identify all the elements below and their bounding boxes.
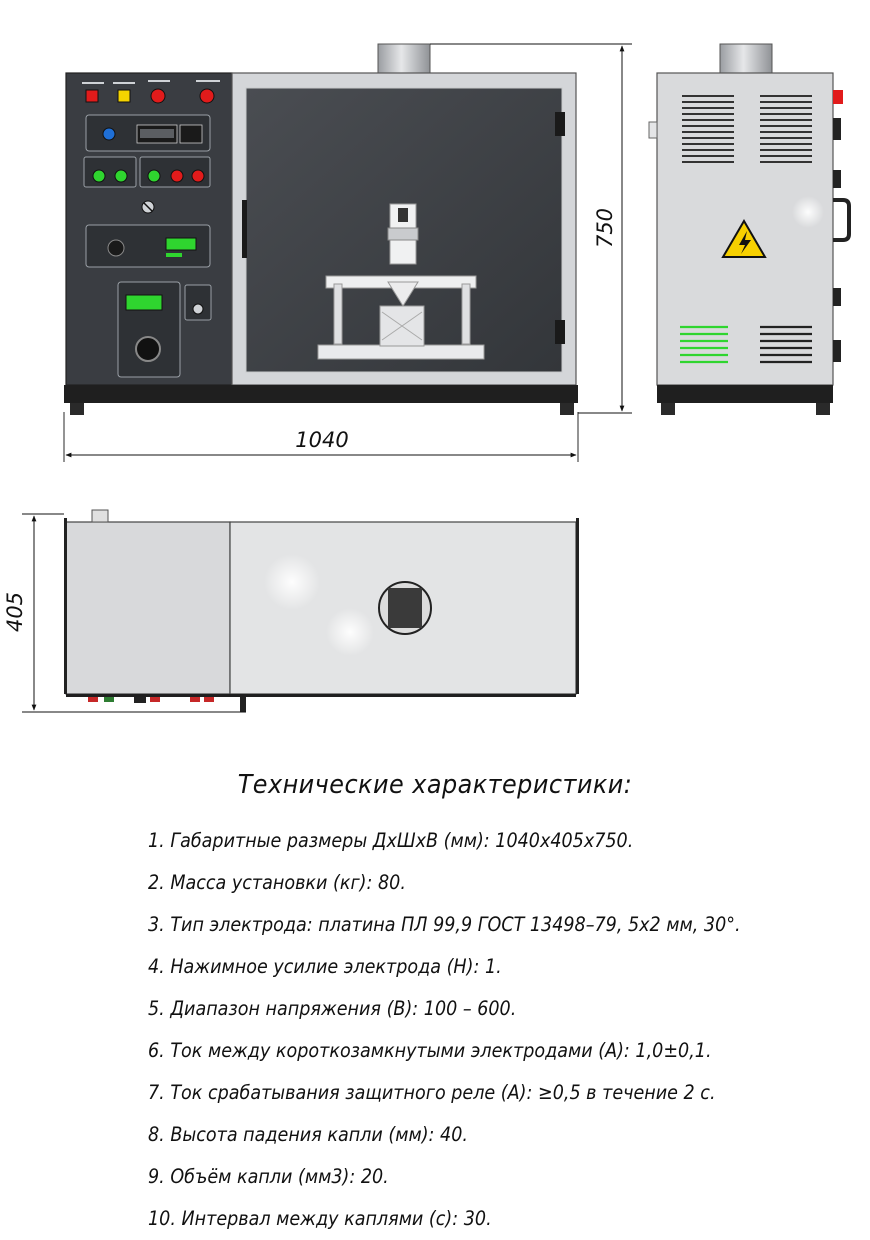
side-base bbox=[657, 385, 833, 403]
width-value: 1040 bbox=[295, 428, 349, 452]
side-view bbox=[649, 44, 849, 415]
spec-item: 10. Интервал между каплями (с): 30. bbox=[148, 1207, 492, 1230]
specs-list bbox=[148, 820, 806, 1240]
spec-item: 5. Диапазон напряжения (В): 100 – 600. bbox=[148, 997, 517, 1020]
spec-item: 3. Тип электрода: платина ПЛ 99,9 ГОСТ 13498–79, 5х2 мм, 30°. bbox=[148, 913, 741, 936]
voltage-block bbox=[86, 225, 210, 267]
spec-item: 4. Нажимное усилие электрода (Н): 1. bbox=[148, 955, 502, 978]
hinge-top bbox=[555, 112, 565, 136]
spec-item: 6. Ток между короткозамкнутыми электродами (А): 1,0±0,1. bbox=[148, 1039, 712, 1062]
spec-item: 8. Высота падения капли (мм): 40. bbox=[148, 1123, 468, 1146]
front-view bbox=[64, 44, 578, 415]
chimney bbox=[378, 44, 430, 76]
specs-title: Технические характеристики: bbox=[237, 770, 633, 800]
top-panel bbox=[66, 522, 230, 694]
top-view-knobs bbox=[66, 694, 576, 712]
top-view bbox=[64, 510, 579, 712]
spec-item: 2. Масса установки (кг): 80. bbox=[148, 871, 406, 894]
spec-item: 9. Объём капли (мм3): 20. bbox=[148, 1165, 389, 1188]
spec-item: 7. Ток срабатывания защитного реле (А): ≥0,5 в течение 2 с. bbox=[148, 1081, 716, 1104]
spec-item: 1. Габаритные размеры ДхШхВ (мм): 1040х405х750. bbox=[148, 829, 634, 852]
door-handle bbox=[242, 200, 247, 258]
timer-block bbox=[86, 115, 210, 151]
technical-specifications bbox=[0, 770, 870, 1230]
hinge-bottom bbox=[555, 320, 565, 344]
height-value: 750 bbox=[593, 207, 617, 249]
depth-value: 405 bbox=[3, 591, 27, 633]
side-chimney bbox=[720, 44, 772, 76]
width-dimension bbox=[64, 412, 578, 462]
front-base bbox=[64, 385, 578, 403]
